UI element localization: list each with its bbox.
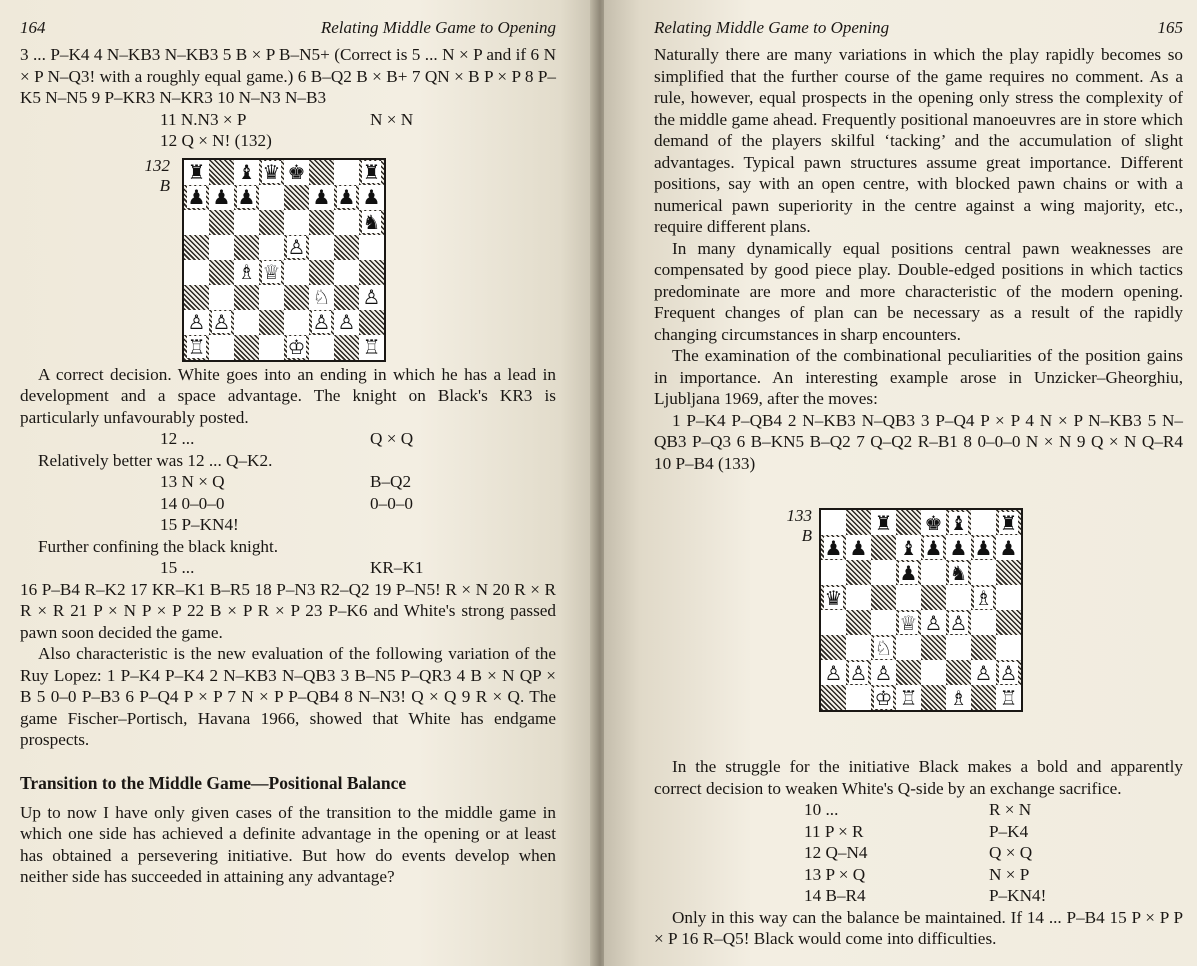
paragraph: 3 ... P–K4 4 N–KB3 N–KB3 5 B × P B–N5+ (Correct is 5 ... N × P and if 6 N × P N–Q3! with a roughly equal game.) 6 B–Q2 B × B+ 7 QN × B P × P 8 P–K5 N–N5 9 P–KR3 N–KR3 10 N–N3 N–B3 — [20, 45, 556, 107]
chess-piece-square — [921, 610, 946, 635]
white-move: 12 ... — [160, 429, 195, 448]
chess-square — [334, 160, 359, 185]
chess-piece-square — [946, 510, 971, 535]
chess-piece-square — [359, 160, 384, 185]
chess-square — [359, 260, 384, 285]
chess-piece-square — [184, 185, 209, 210]
chess-piece: ♝ — [899, 535, 918, 560]
chess-piece: ♖ — [999, 685, 1018, 710]
move-row — [20, 130, 556, 152]
chess-square — [309, 160, 334, 185]
chess-square — [996, 635, 1021, 660]
chess-piece: ♛ — [262, 160, 281, 184]
move-row — [20, 557, 556, 579]
chess-piece: ♟ — [312, 185, 331, 209]
chess-square — [896, 585, 921, 610]
chess-piece: ♚ — [287, 160, 306, 184]
chess-piece: ♙ — [824, 660, 843, 685]
paragraph: Up to now I have only given cases of the transition to the middle game in which one side has achieved a definite advantage in the opening or at least has obtained a persevering initiative. But how do events develop when neither side has succeeded in attaining any advantage? — [20, 802, 556, 886]
chess-piece: ♜ — [874, 510, 893, 535]
chess-piece: ♘ — [312, 285, 331, 309]
chess-piece-square — [996, 535, 1021, 560]
chess-square — [209, 285, 234, 310]
white-move: 11 P × R — [804, 821, 864, 841]
chess-square — [259, 210, 284, 235]
black-move — [370, 130, 520, 152]
chess-piece: ♟ — [949, 535, 968, 560]
chess-piece-square — [871, 635, 896, 660]
chess-piece: ♘ — [874, 635, 893, 660]
chess-piece-square — [309, 310, 334, 335]
chess-square — [846, 585, 871, 610]
chess-square — [971, 610, 996, 635]
chess-piece: ♖ — [187, 335, 206, 359]
paragraph: In the struggle for the initiative Black makes a bold and apparently correct decision to weaken White's Q-side by an exchange sacrifice. — [654, 757, 1183, 798]
chess-piece: ♟ — [212, 185, 231, 209]
chess-square — [259, 335, 284, 360]
chess-piece-square — [359, 185, 384, 210]
black-move: Q × Q — [370, 429, 414, 448]
black-move: 0–0–0 — [370, 493, 413, 513]
left-page — [0, 0, 596, 966]
chess-square — [359, 310, 384, 335]
chess-piece: ♗ — [237, 260, 256, 284]
chess-piece: ♙ — [924, 610, 943, 635]
chess-piece-square — [359, 210, 384, 235]
paragraph: A correct decision. White goes into an ending in which he has a lead in development and a space advantage. The knight on Black's KR3 is particularly unfavourably posted. — [20, 364, 556, 427]
chess-piece-square — [821, 535, 846, 560]
chess-piece: ♟ — [362, 185, 381, 209]
white-move: 10 ... — [804, 800, 839, 819]
chess-piece: ♟ — [899, 560, 918, 585]
chess-piece: ♟ — [849, 535, 868, 560]
black-move: KR–K1 — [370, 558, 424, 577]
chess-piece: ♙ — [212, 310, 231, 334]
chess-piece-square — [234, 185, 259, 210]
move-row — [654, 842, 1183, 864]
paragraph: Also characteristic is the new evaluation of the following variation of the Ruy Lopez: 1 P–K4 P–K4 2 N–KB3 N–QB3 3 B–N5 P–QR3 4 B × N QP × B 5 0–0 P–B3 6 P–Q4 P × P 7 N × P P–QB4 8 N–N3! Q × Q 9 R × Q. The game Fischer–Portisch, Havana 1966, showed that White has endgame prospects. — [20, 644, 556, 749]
paragraph: 16 P–B4 R–K2 17 KR–K1 B–R5 18 P–N3 R2–Q2 19 P–N5! R × N 20 R × R R × R 21 P × N P × P 22 B × P R × P 23 P–K6 and White's strong passed pawn soon decided the game. — [20, 579, 556, 642]
white-move: 13 N × Q — [160, 472, 225, 491]
chess-piece: ♙ — [287, 235, 306, 259]
chess-piece: ♝ — [237, 160, 256, 184]
chess-square — [234, 285, 259, 310]
black-move: B–Q2 — [370, 472, 412, 491]
chess-piece-square — [359, 335, 384, 360]
page-number: 165 — [1157, 18, 1183, 37]
chess-square — [946, 585, 971, 610]
chess-square — [334, 335, 359, 360]
chess-square — [921, 660, 946, 685]
diagram-number: 132 — [144, 155, 170, 175]
chess-piece: ♟ — [974, 535, 993, 560]
chess-square — [821, 610, 846, 635]
chess-piece-square — [846, 535, 871, 560]
white-move: 12 Q × N! (132) — [160, 131, 272, 150]
white-move: 15 ... — [160, 558, 195, 577]
chess-square — [309, 235, 334, 260]
page-number: 164 — [20, 18, 46, 37]
chess-piece: ♟ — [999, 535, 1018, 560]
chess-square — [871, 585, 896, 610]
chess-piece: ♕ — [899, 610, 918, 635]
chess-piece: ♟ — [337, 185, 356, 209]
chess-piece: ♞ — [362, 210, 381, 234]
chess-square — [259, 185, 284, 210]
chess-piece: ♙ — [337, 310, 356, 334]
chess-square — [971, 635, 996, 660]
running-header — [20, 18, 556, 44]
chess-square — [334, 210, 359, 235]
chess-piece: ♜ — [999, 510, 1018, 535]
chess-square — [821, 510, 846, 535]
chess-piece-square — [946, 610, 971, 635]
running-header — [654, 18, 1183, 44]
paragraph: The examination of the combinational peculiarities of the position gains in importance. An interesting example arose in Unzicker–Gheorghiu, Ljubljana 1969, after the moves: — [654, 346, 1183, 408]
move-row — [654, 864, 1183, 886]
chess-square — [209, 160, 234, 185]
move-row — [20, 514, 556, 536]
chess-piece: ♙ — [187, 310, 206, 334]
chess-square — [846, 610, 871, 635]
white-move: 12 Q–N4 — [804, 843, 868, 862]
chess-square — [996, 560, 1021, 585]
black-move: R × N — [989, 800, 1032, 819]
chess-piece: ♙ — [949, 610, 968, 635]
paragraph: Naturally there are many variations in which the play rapidly becomes so simplified that the further course of the game requires no comment. As a rule, however, equal prospects in the opening only stress the complexity of the middle game ahead. Frequently positional manoeuvres are in store which demand of the players skilful ‘tacking’ and the accumulation of slight advantages. Typical pawn structures assume great importance. Different positions, say with an open centre, with blocked pawn chains or with a numerical pawn superiority in the centre against a wing majority, etc., require different plans. — [654, 45, 1183, 236]
move-row — [20, 109, 556, 131]
chess-piece: ♗ — [974, 585, 993, 610]
chess-piece-square — [871, 510, 896, 535]
chess-square — [184, 285, 209, 310]
paragraph: Further confining the black knight. — [38, 536, 279, 556]
chess-piece: ♕ — [262, 260, 281, 284]
chess-piece: ♙ — [362, 285, 381, 309]
chess-square — [184, 210, 209, 235]
chess-piece: ♛ — [824, 585, 843, 610]
chess-square — [871, 610, 896, 635]
move-row — [654, 885, 1183, 907]
chess-piece-square — [896, 535, 921, 560]
chess-piece-square — [821, 660, 846, 685]
chess-piece: ♜ — [362, 160, 381, 184]
black-move: Q × Q — [989, 843, 1033, 862]
paragraph: Only in this way can the balance be maintained. If 14 ... P–B4 15 P × P P × P 16 R–Q5! Black would come into difficulties. — [654, 907, 1183, 948]
chess-piece: ♖ — [899, 685, 918, 710]
chess-piece-square — [359, 285, 384, 310]
chess-board — [182, 158, 386, 362]
chess-square — [309, 260, 334, 285]
chess-square — [209, 210, 234, 235]
chess-piece-square — [234, 160, 259, 185]
black-move — [370, 514, 520, 536]
chess-square — [896, 635, 921, 660]
move-row — [20, 428, 556, 450]
chess-piece-square — [209, 310, 234, 335]
chess-piece-square — [871, 685, 896, 710]
chess-square — [846, 635, 871, 660]
chess-piece-square — [309, 285, 334, 310]
diagram-132 — [20, 156, 556, 364]
chess-square — [946, 635, 971, 660]
chess-piece: ♟ — [187, 185, 206, 209]
move-row — [654, 821, 1183, 843]
chess-square — [846, 560, 871, 585]
chess-square — [896, 510, 921, 535]
chess-piece-square — [871, 660, 896, 685]
chess-piece-square — [284, 160, 309, 185]
chess-square — [284, 210, 309, 235]
chess-piece-square — [896, 560, 921, 585]
chess-piece-square — [846, 660, 871, 685]
diagram-133 — [654, 506, 1183, 756]
chess-piece-square — [996, 510, 1021, 535]
chess-piece: ♜ — [187, 160, 206, 184]
chess-piece-square — [259, 260, 284, 285]
chess-square — [284, 260, 309, 285]
chess-piece-square — [259, 160, 284, 185]
black-move: N × P — [989, 864, 1030, 884]
chess-square — [921, 560, 946, 585]
chess-piece: ♟ — [824, 535, 843, 560]
chess-square — [259, 310, 284, 335]
chess-square — [284, 310, 309, 335]
chess-square — [309, 210, 334, 235]
chess-piece: ♙ — [874, 660, 893, 685]
chess-square — [359, 235, 384, 260]
paragraph: In many dynamically equal positions central pawn weaknesses are compensated by good piece play. Double-edged positions in which tactics predominate are more and more characteristic of the modern opening. Frequent changes of plan can be necessary as a result of the rapidly changing circumstances in sharp encounters. — [654, 238, 1183, 344]
chess-piece-square — [946, 685, 971, 710]
chess-piece-square — [996, 685, 1021, 710]
diagram-side: B — [159, 175, 170, 195]
chess-piece-square — [184, 160, 209, 185]
chess-square — [871, 560, 896, 585]
chess-square — [334, 260, 359, 285]
chess-piece: ♗ — [949, 685, 968, 710]
chess-piece: ♔ — [287, 335, 306, 359]
chess-square — [846, 685, 871, 710]
white-move: 11 N.N3 × P — [160, 109, 247, 129]
chess-square — [896, 660, 921, 685]
chess-square — [996, 610, 1021, 635]
chess-square — [821, 635, 846, 660]
move-row — [20, 493, 556, 515]
chess-piece-square — [971, 535, 996, 560]
chess-piece-square — [896, 685, 921, 710]
move-row — [20, 471, 556, 493]
chess-piece-square — [234, 260, 259, 285]
paragraph: 1 P–K4 P–QB4 2 N–KB3 N–QB3 3 P–Q4 P × P 4 N × P N–KB3 5 N–QB3 P–Q3 6 B–KN5 B–Q2 7 Q–Q2 R–B1 8 0–0–0 N × N 9 Q × N Q–R4 10 P–B4 (133) — [654, 410, 1183, 473]
chess-piece-square — [896, 610, 921, 635]
chess-square — [209, 335, 234, 360]
right-page — [604, 0, 1197, 966]
white-move: 15 P–KN4! — [160, 515, 239, 534]
diagram-number: 133 — [786, 506, 812, 525]
chess-square — [921, 585, 946, 610]
chess-board — [819, 508, 1023, 712]
chess-square — [234, 210, 259, 235]
chess-piece-square — [284, 235, 309, 260]
chess-square — [971, 510, 996, 535]
chess-square — [234, 310, 259, 335]
white-move: 13 P × Q — [804, 864, 866, 884]
chess-piece: ♚ — [924, 510, 943, 535]
chess-square — [871, 535, 896, 560]
chess-piece: ♟ — [924, 535, 943, 560]
chess-square — [259, 285, 284, 310]
chess-piece: ♙ — [312, 310, 331, 334]
chess-square — [996, 585, 1021, 610]
chess-piece: ♖ — [362, 335, 381, 359]
chess-square — [921, 635, 946, 660]
running-head: Relating Middle Game to Opening — [320, 18, 556, 37]
chess-square — [921, 685, 946, 710]
chess-square — [334, 285, 359, 310]
section-heading: Transition to the Middle Game—Positional Balance — [20, 772, 407, 793]
chess-square — [971, 560, 996, 585]
diagram-side: B — [801, 526, 812, 545]
chess-piece: ♔ — [874, 685, 893, 710]
chess-square — [234, 235, 259, 260]
black-move: P–K4 — [989, 821, 1029, 841]
chess-piece-square — [334, 185, 359, 210]
chess-square — [209, 260, 234, 285]
chess-square — [184, 235, 209, 260]
chess-piece-square — [971, 585, 996, 610]
chess-piece-square — [209, 185, 234, 210]
black-move: P–KN4! — [989, 886, 1047, 905]
white-move: 14 0–0–0 — [160, 493, 225, 513]
chess-square — [209, 235, 234, 260]
chess-piece: ♞ — [949, 560, 968, 585]
diagram-label — [140, 156, 170, 196]
move-row — [654, 799, 1183, 821]
chess-square — [334, 235, 359, 260]
chess-piece-square — [946, 560, 971, 585]
chess-square — [821, 685, 846, 710]
chess-square — [846, 510, 871, 535]
chess-square — [284, 285, 309, 310]
chess-square — [821, 560, 846, 585]
chess-square — [946, 660, 971, 685]
diagram-label — [782, 506, 812, 546]
chess-piece-square — [309, 185, 334, 210]
chess-piece: ♙ — [999, 660, 1018, 685]
white-move: 14 B–R4 — [804, 886, 866, 905]
chess-square — [184, 260, 209, 285]
chess-piece-square — [334, 310, 359, 335]
paragraph: Relatively better was 12 ... Q–K2. — [38, 450, 273, 470]
chess-piece-square — [971, 660, 996, 685]
chess-piece-square — [921, 510, 946, 535]
chess-piece: ♙ — [849, 660, 868, 685]
chess-piece-square — [821, 585, 846, 610]
chess-piece-square — [184, 310, 209, 335]
chess-square — [284, 185, 309, 210]
chess-piece: ♝ — [949, 510, 968, 535]
chess-piece-square — [996, 660, 1021, 685]
chess-piece: ♙ — [974, 660, 993, 685]
chess-square — [234, 335, 259, 360]
chess-square — [259, 235, 284, 260]
chess-piece-square — [284, 335, 309, 360]
chess-piece: ♟ — [237, 185, 256, 209]
black-move: N × N — [370, 109, 414, 129]
chess-square — [971, 685, 996, 710]
chess-square — [309, 335, 334, 360]
running-head: Relating Middle Game to Opening — [654, 18, 890, 37]
chess-piece-square — [946, 535, 971, 560]
chess-piece-square — [184, 335, 209, 360]
chess-piece-square — [921, 535, 946, 560]
